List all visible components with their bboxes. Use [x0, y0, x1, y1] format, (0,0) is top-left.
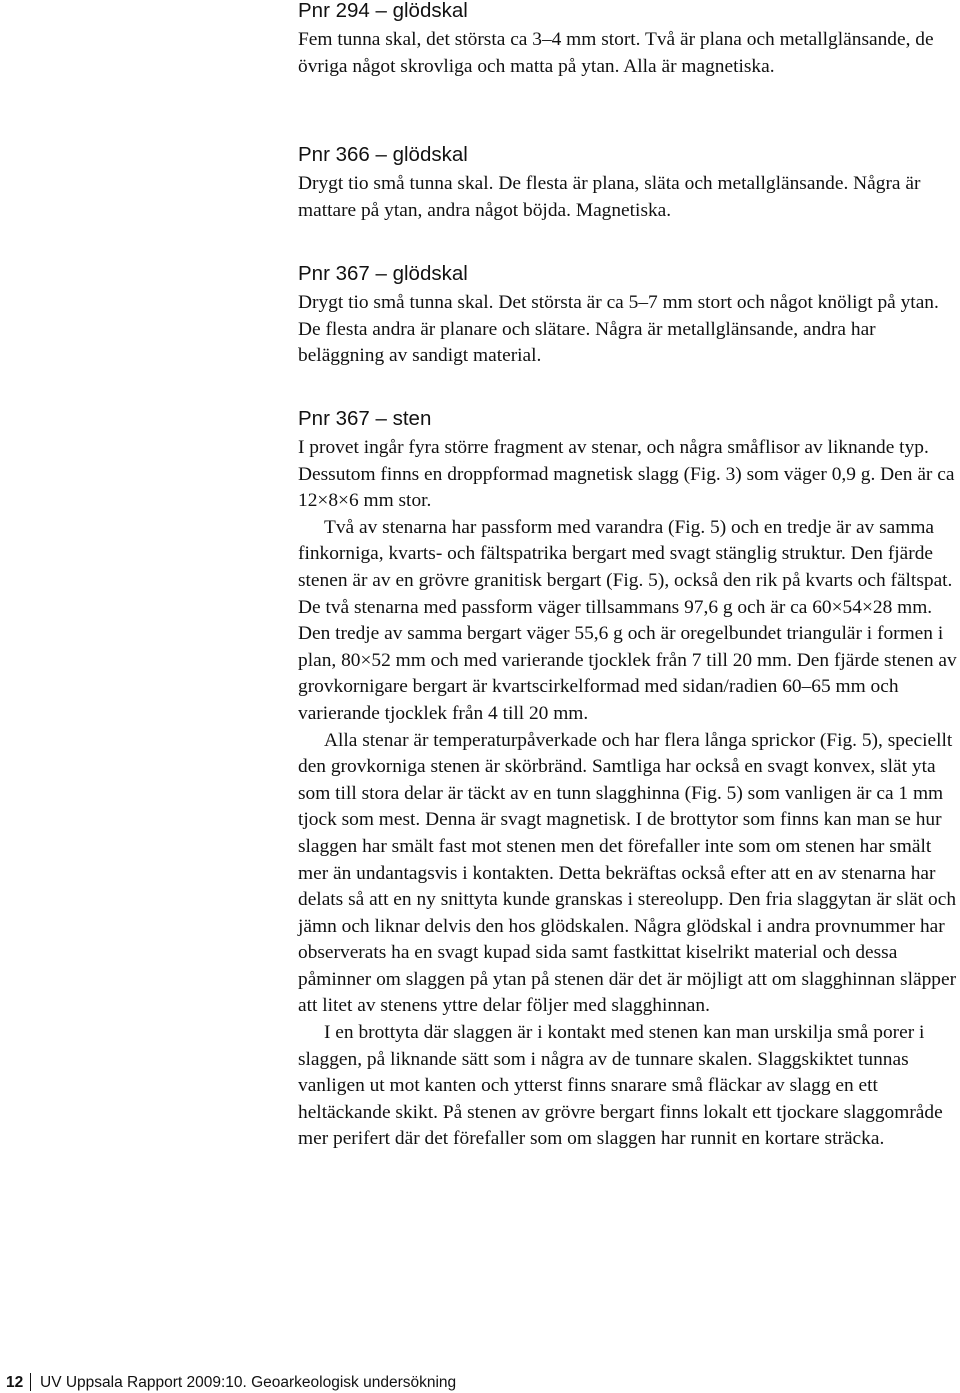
section-paragraph: Drygt tio små tunna skal. Det största är ca 5–7 mm stort och något knöligt på ytan. De flesta andra är planare och slätare. Några är metallglänsande, andra har beläggning av sandigt material. [298, 292, 939, 367]
section-pnr-366 [298, 141, 960, 224]
section-paragraph: Fem tunna skal, det största ca 3–4 mm stort. Två är plana och metallglänsande, de övriga något skrovliga och matta på ytan. Alla är magnetiska. [298, 29, 934, 77]
section-heading: Pnr 367 – glödskal [298, 262, 468, 285]
section-heading: Pnr 367 – sten [298, 407, 432, 430]
section-paragraph: Alla stenar är temperaturpåverkade och har flera långa sprickor (Fig. 5), speciellt den grovkorniga stenen är skörbränd. Samtliga har också en svagt konvex, slät yta som till stora delar är täckt av en tunn slagghinna (Fig. 5) som vanligen är ca 1 mm tjock som mest. Denna är svagt magnetisk. I de brottytor som finns kan man se hur slaggen har smält fast mot stenen men det förefaller inte som om stenen har smält mer än undantagsvis i kontakten. Detta bekräftas också efter att en av stenarna har delats så att en ny snittyta kunde granskas i stereolupp. Den fria slaggytan är slät och jämn och liknar delvis den hos glödskalen. Några glödskal i andra provnummer har observerats ha en svagt kupad sida samt fastkittat kiselrikt material och dessa påminner om slaggen på ytan på stenen där det är möjligt att om slagghinnan släpper att litet av stenens yttre delar följer med slagghinnan. [298, 729, 957, 1017]
section-heading: Pnr 294 – glödskal [298, 0, 468, 22]
section-paragraph: I en brottyta där slaggen är i kontakt med stenen kan man urskilja små porer i slaggen, på liknande sätt som i några av de tunnare skalen. Slaggskiktet tunnas vanligen ut mot kanten och ytterst finns snarare små fläckar av slagg en ett heltäckande skikt. På stenen av grövre bergart finns lokalt ett tjockare slaggområde mer perifert där det förefaller som om slaggen har runnit en kortare sträcka. [298, 1022, 943, 1150]
section-paragraph: I provet ingår fyra större fragment av stenar, och några småflisor av liknande typ. Dessutom finns en droppformad magnetisk slagg (Fig. 3) som väger 0,9 g. Den är ca 12×8×6 mm stor. [298, 437, 955, 512]
page-footer [0, 1373, 960, 1393]
page-number: 12 [6, 1374, 24, 1391]
section-pnr-367-glodskal [298, 260, 960, 370]
footer-report-title: UV Uppsala Rapport 2009:10. Geoarkeologisk undersökning [40, 1374, 457, 1391]
section-pnr-367-sten [298, 405, 960, 1153]
section-paragraph: Två av stenarna har passform med varandra (Fig. 5) och en tredje är av samma finkorniga, kvarts- och fältspatrika bergart med svagt stänglig struktur. Den fjärde stenen är av en grövre granitisk bergart (Fig. 5), också den rik på kvarts och fältspat. De två stenarna med passform väger tillsammans 97,6 g och är ca 60×54×28 mm. Den tredje av samma bergart väger 55,6 g och är oregelbundet triangulär i formen i plan, 80×52 mm och med varierande tjocklek från 7 till 20 mm. Den fjärde stenen av grovkornigare bergart är kvartscirkelformad med sidan/radien 60–65 mm och varierande tjocklek från 4 till 20 mm. [298, 516, 957, 724]
section-pnr-294 [298, 0, 960, 80]
section-paragraph: Drygt tio små tunna skal. De flesta är plana, släta och metallglänsande. Några är mattare på ytan, andra något böjda. Magnetiska. [298, 173, 921, 221]
section-heading: Pnr 366 – glödskal [298, 143, 468, 166]
